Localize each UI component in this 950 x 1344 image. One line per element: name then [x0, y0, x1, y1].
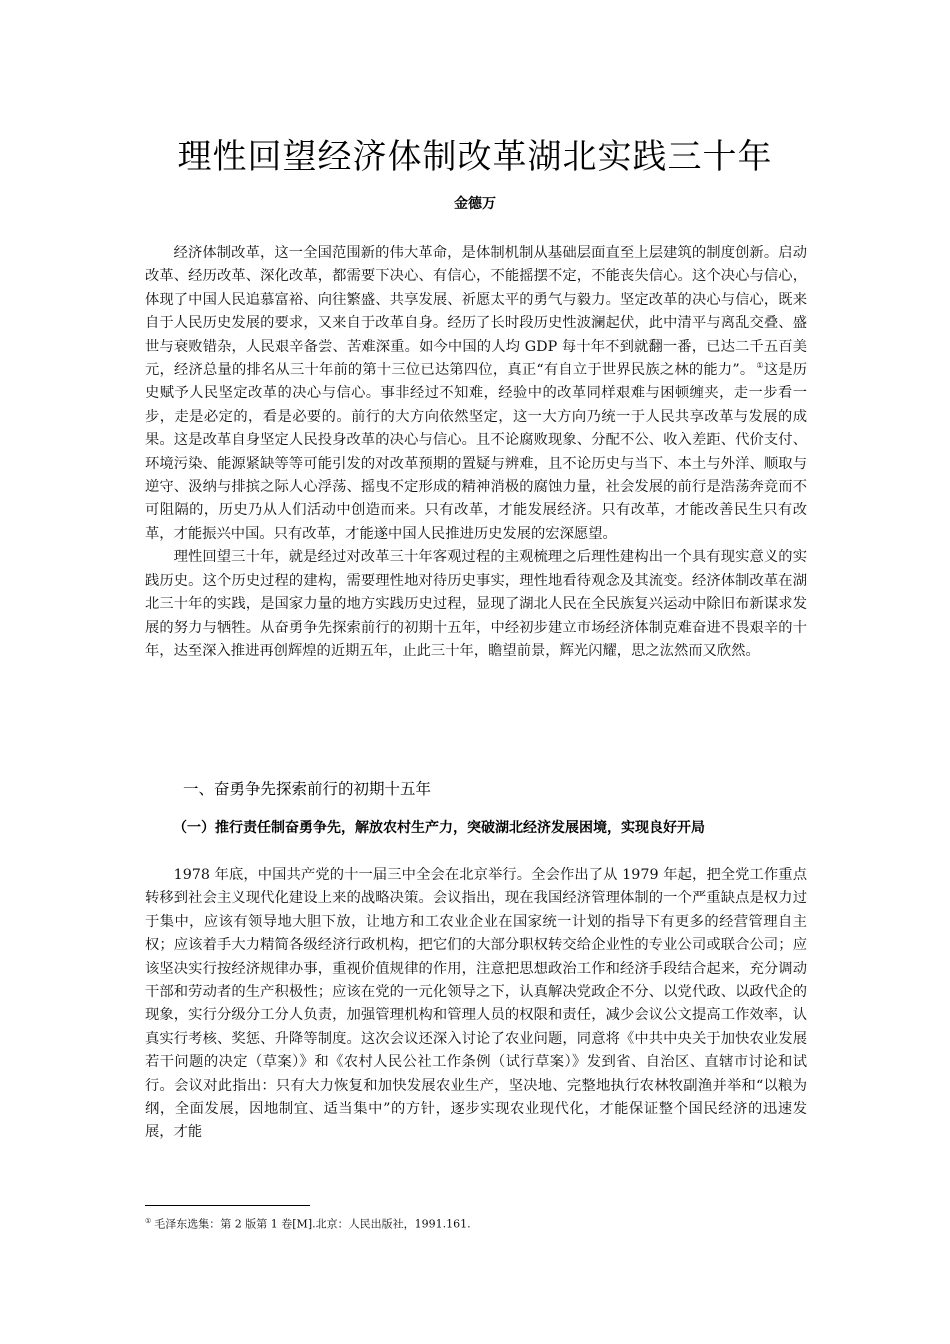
section-heading-1: 一、奋勇争先探索前行的初期十五年 [183, 780, 432, 798]
page-title: 理性回望经济体制改革湖北实践三十年 [177, 137, 773, 177]
footnote [145, 1213, 807, 1233]
footnote-reference[interactable]: ① [756, 361, 764, 371]
intro-paragraph-1 [145, 242, 807, 546]
section-1-paragraph-1: 1978 年底，中国共产党的十一届三中全会在北京举行。全会作出了从 1979 年起，把全党工作重点转移到社会主义现代化建设上来的战略决策。会议指出，现在我国经济管理体制的一个严重缺点是权力过于集中，应该有领导地大胆下放，让地方和工农业企业在国家统一计划的指导下有更多的经营管理自主权；应该着手大力精简各级经济行政机构，把它们的大部分职权转交给企业性的专业公司或联合公司；应该坚决实行按经济规律办事，重视价值规律的作用，注意把思想政治工作和经济手段结合起来，充分调动干部和劳动者的生产积极性；应该在党的一元化领导之下，认真解决党政企不分、以党代政、以政代企的现象，实行分级分工分人负责，加强管理机构和管理人员的权限和责任，减少会议公文提高工作效率，认真实行考核、奖惩、升降等制度。这次会议还深入讨论了农业问题，同意将《中共中央关于加快农业发展若干问题的决定（草案）》和《农村人民公社工作条例（试行草案）》发到省、自治区、直辖市讨论和试行。会议对此指出：只有大力恢复和加快发展农业生产，坚决地、完整地执行农林牧副渔并举和“以粮为纲，全面发展，因地制宜、适当集中”的方针，逐步实现农业现代化，才能保证整个国民经济的迅速发展，才能 [145, 867, 807, 1141]
footnote-separator [145, 1205, 310, 1206]
section-1-body [145, 864, 807, 1145]
footnote-mark: ① [145, 1217, 152, 1225]
author-name: 金德万 [454, 196, 496, 212]
intro-paragraph-2: 理性回望三十年，就是经过对改革三十年客观过程的主观梳理之后理性建构出一个具有现实意义的实践历史。这个历史过程的建构，需要理性地对待历史事实，理性地看待观念及其流变。经济体制改革在湖北三十年的实践，是国家力量的地方实践历史过程，显现了湖北人民在全民族复兴运动中除旧布新谋求发展的努力与牺牲。从奋勇争先探索前行的初期十五年，中经初步建立市场经济体制克难奋进不畏艰辛的十年，达至深入推进再创辉煌的近期五年，止此三十年，瞻望前景，辉光闪耀，思之汯然而又欣然。 [145, 549, 807, 659]
intro-paragraph-1-text-a: 经济体制改革，这一全国范围新的伟大革命，是体制机制从基础层面直至上层建筑的制度创新。启动改革、经历改革、深化改革，都需要下决心、有信心，不能摇摆不定，不能丧失信心。这个决心与信心，体现了中国人民追慕富裕、向往繁盛、共享发展、祈愿太平的勇气与毅力。坚定改革的决心与信心，既来自于人民历史发展的要求，又来自于改革自身。经历了长时段历史性波澜起伏，此中清平与离乱交叠、盛世与衰败错杂，人民艰辛备尝、苦难深重。如今中国的人均 GDP 每十年不到就翻一番，已达二千五百美元，经济总量的排名从三十年前的第十三位已达第四位，真正“有自立于世界民族之林的能力”。 [145, 245, 807, 379]
subsection-heading-1-1: （一）推行责任制奋勇争先，解放农村生产力，突破湖北经济发展困境，实现良好开局 [173, 820, 705, 836]
intro-paragraph-1-text-b: 这是历史赋予人民坚定改革的决心与信心。事非经过不知难，经验中的改革同样艰难与困顿缠夹，走一步看一步，走是必定的，看是必要的。前行的大方向依然坚定，这一大方向乃统一于人民共享改革与发展的成果。这是改革自身坚定人民投身改革的决心与信心。且不论腐败现象、分配不公、收入差距、代价支付、环境污染、能源紧缺等等可能引发的对改革预期的置疑与辨难，且不论历史与当下、本土与外洋、顺取与逆守、汲纳与排摈之际人心浮荡、摇曳不定形成的精神消极的腐蚀力量，社会发展的前行是浩荡奔竞而不可阻隔的，历史乃从人们活动中创造而来。只有改革，才能发展经济。只有改革，才能改善民生只有改革，才能振兴中国。只有改革，才能遂中国人民推进历史发展的宏深愿望。 [145, 362, 808, 542]
footnote-text: 毛泽东选集：第 2 版第 1 卷[M].北京：人民出版社，1991.161. [154, 1217, 471, 1231]
intro-section [145, 242, 807, 663]
